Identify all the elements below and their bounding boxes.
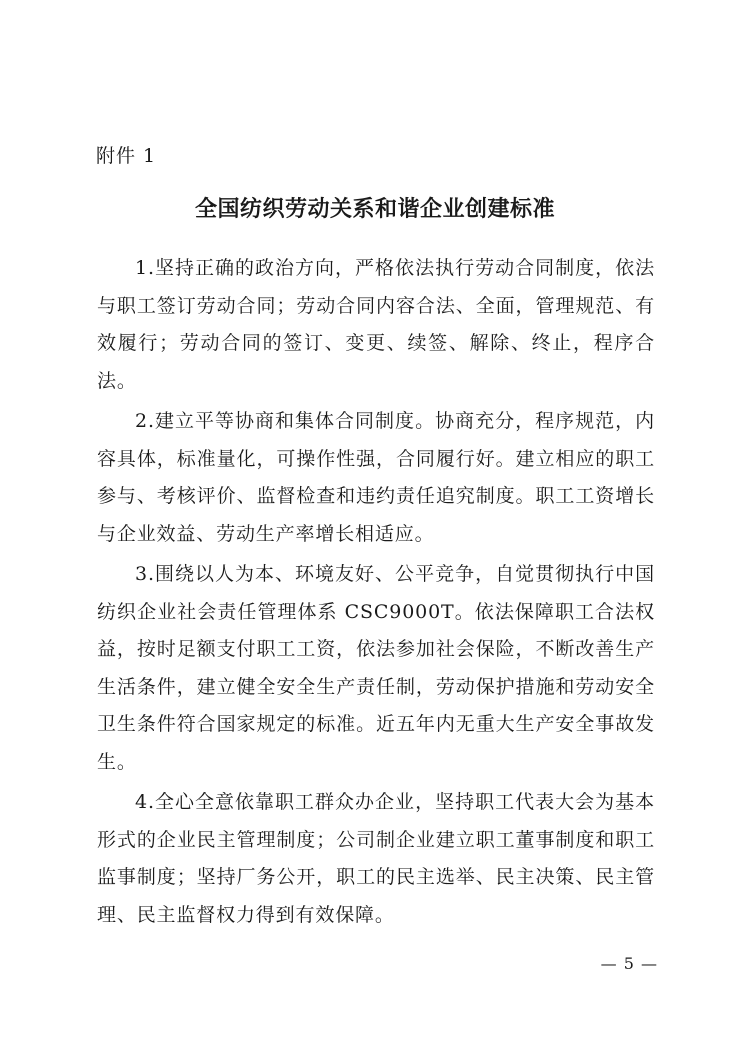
paragraph-1: 1.坚持正确的政治方向，严格依法执行劳动合同制度，依法与职工签订劳动合同；劳动合同内容合法、全面，管理规范、有效履行；劳动合同的签订、变更、续签、解除、终止，程序合法。 (97, 257, 655, 392)
paragraph-3: 3.围绕以人为本、环境友好、公平竞争，自觉贯彻执行中国纺织企业社会责任管理体系 CSC9000T。依法保障职工合法权益，按时足额支付职工工资，依法参加社会保险，不断改善生产生活条件，建立健全安全生产责任制，劳动保护措施和劳动安全卫生条件符合国家规定的标准。近五年内无重大生产安全事故发生。 (97, 563, 655, 773)
page-number: — 5 — (600, 954, 658, 973)
paragraph-4: 4.全心全意依靠职工群众办企业，坚持职工代表大会为基本形式的企业民主管理制度；公司制企业建立职工董事制度和职工监事制度；坚持厂务公开，职工的民主选举、民主决策、民主管理、民主监督权力得到有效保障。 (97, 791, 655, 926)
paragraph-2: 2.建立平等协商和集体合同制度。协商充分，程序规范，内容具体，标准量化，可操作性强，合同履行好。建立相应的职工参与、考核评价、监督检查和违约责任追究制度。职工工资增长与企业效益、劳动生产率增长相适应。 (97, 410, 655, 545)
document-body (97, 250, 655, 937)
document-title: 全国纺织劳动关系和谐企业创建标准 (194, 196, 555, 222)
attachment-label: 附件 1 (96, 145, 157, 167)
